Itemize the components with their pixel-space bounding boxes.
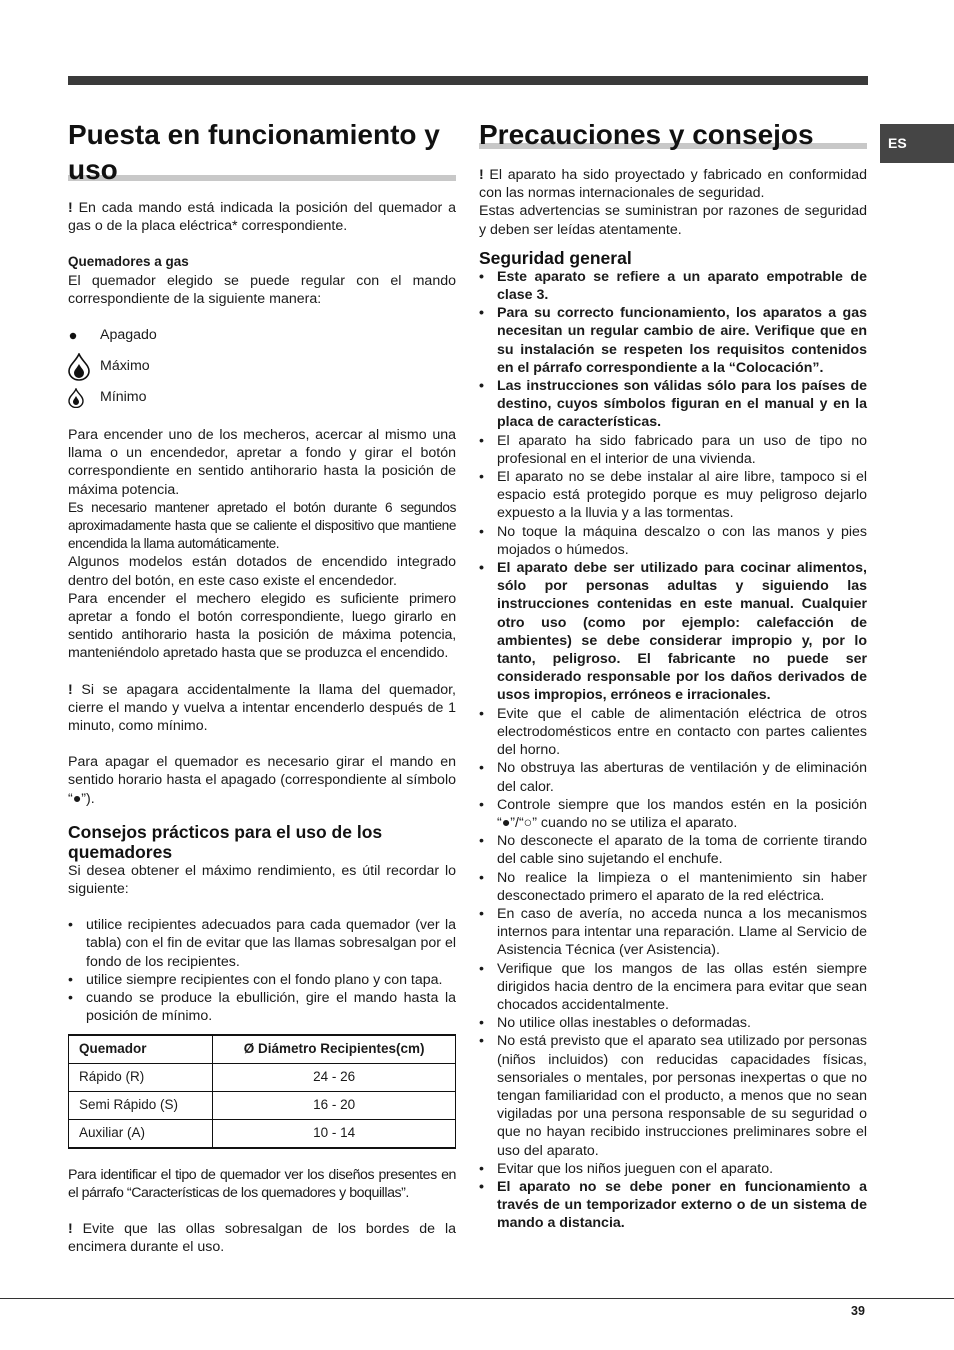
identify-paragraph: Para identificar el tipo de quemador ver los diseños presentes en el párrafo “Características de los quemadores y boquillas”. xyxy=(68,1166,456,1201)
table-row xyxy=(69,1091,456,1119)
list-item: • cuando se produce la ebullición, gire el mando hasta la posición de mínimo. xyxy=(68,990,456,1025)
table-cell: Semi Rápido (S) xyxy=(69,1091,213,1119)
burner-table xyxy=(68,1034,456,1149)
list-item: • El aparato debe ser utilizado para cocinar alimentos, sólo por personas adultas y siguiendo las instrucciones contenidas en este manual. Cualquier otro uso (como por ejemplo: calefacción de ambientes) se debe considerar impropio y, por lo tanto, peligroso. El fabricante no puede ser considerado responsable por los daños derivados de usos impropios, erróneos e irracionales. xyxy=(479,560,867,704)
safety-list xyxy=(479,268,867,1233)
gas-text: El quemador elegido se puede regular con el mando correspondiente de la siguiente manera: xyxy=(68,272,456,307)
top-rule xyxy=(68,76,868,85)
warning-mark: ! xyxy=(68,200,73,216)
intro-paragraph xyxy=(68,199,456,235)
intro-text: En cada mando está indicada la posición del quemador a gas o de la placa eléctrica* correspondiente. xyxy=(68,200,456,235)
language-tab: ES xyxy=(880,124,954,163)
symbol-label: Máximo xyxy=(100,358,150,375)
right-title xyxy=(479,117,867,149)
list-item-text: En caso de avería, no acceda nunca a los mecanismos internos para intentar una reparación. Llame al Servicio de Asistencia Técnica (ver Asistencia). xyxy=(497,905,867,959)
warning-paragraph-2 xyxy=(68,1220,456,1256)
list-item-text: No realice la limpieza o el mantenimiento sin haber desconectado primero el aparato de la red eléctrica. xyxy=(497,869,867,904)
list-item-text: Evitar que los niños jueguen con el aparato. xyxy=(497,1160,774,1177)
list-item: • No obstruya las aberturas de ventilación y de eliminación del calor. xyxy=(479,760,867,795)
tips-heading: Consejos prácticos para el uso de los quemadores xyxy=(68,821,383,862)
symbol-row-off xyxy=(68,320,456,351)
list-item: • Evitar que los niños jueguen con el aparato. xyxy=(479,1160,774,1177)
list-item-text: No toque la máquina descalzo o con las manos y pies mojados o húmedos. xyxy=(497,523,867,558)
list-item-text: Controle siempre que los mandos estén en la posición “●”/“○” cuando no se utiliza el aparato. xyxy=(497,796,867,831)
list-item: • Verifique que los mangos de las ollas estén siempre dirigidos hacia dentro de la encimera para evitar que sean chocados accidentalmente. xyxy=(479,960,867,1013)
warning-mark: ! xyxy=(479,167,484,183)
list-item: • El aparato ha sido fabricado para un uso de tipo no profesional en el interior de una vivienda. xyxy=(479,432,867,467)
tips-list xyxy=(68,916,456,1025)
right-title-text: Precauciones y consejos xyxy=(479,119,814,150)
list-item: • No realice la limpieza o el mantenimiento sin haber desconectado primero el aparato de la red eléctrica. xyxy=(479,869,867,904)
left-title-text: Puesta en funcionamiento y uso xyxy=(68,119,440,185)
list-item-text: No desconecte el aparato de la toma de corriente tirando del cable sino sujetando el enchufe. xyxy=(497,833,867,868)
ignite-p3: Algunos modelos están dotados de encendido integrado dentro del botón, en este caso existe el encendedor. xyxy=(68,554,456,589)
list-item-text: Para su correcto funcionamiento, los aparatos a gas necesitan un regular cambio de aire. Verifique que en su instalación se respeten los requisitos contenidos en el párrafo correspondiente a la “Colocación”. xyxy=(497,305,867,376)
list-item-text: El aparato ha sido fabricado para un uso de tipo no profesional en el interior de una vivienda. xyxy=(497,432,867,467)
list-item: • En caso de avería, no acceda nunca a los mecanismos internos para intentar una reparación. Llame al Servicio de Asistencia Técnica (ver Asistencia). xyxy=(479,905,867,959)
table-header: Ø Diámetro Recipientes(cm) xyxy=(213,1035,456,1064)
symbol-row-max xyxy=(68,351,456,382)
filled-dot-icon xyxy=(68,331,100,341)
list-item-text: Las instrucciones son válidas sólo para los países de destino, cuyos símbolos figuran en el manual y en la placa de características. xyxy=(497,378,867,431)
small-flame-icon xyxy=(68,388,100,408)
ignite-p2: Es necesario mantener apretado el botón durante 6 segundos aproximadamente hasta que se caliente el dispositivo que mantiene encendida la llama automáticamente. xyxy=(68,499,456,552)
symbol-label: Apagado xyxy=(100,327,157,344)
list-item: • No utilice ollas inestables o deformadas. xyxy=(479,1015,751,1032)
list-item: • No desconecte el aparato de la toma de corriente tirando del cable sino sujetando el enchufe. xyxy=(479,833,867,868)
right-intro-2: Estas advertencias se suministran por razones de seguridad y deben ser leídas atentamente. xyxy=(479,203,867,238)
table-row xyxy=(69,1119,456,1148)
list-item-text: El aparato debe ser utilizado para cocinar alimentos, sólo por personas adultas y siguiendo las instrucciones contenidas en este manual. Cualquier otro uso (como por ejemplo: calefacción de ambientes) se debe considerar impropio y, por lo tanto, peligroso. El fabricante no puede ser considerado responsable por los daños derivados de usos impropios, erróneos e irracionales. xyxy=(497,560,867,704)
warning-text-2: Evite que las ollas sobresalgan de los bordes de la encimera durante el uso. xyxy=(68,1220,456,1256)
symbol-row-min xyxy=(68,382,456,413)
table-cell: 24 - 26 xyxy=(213,1063,456,1091)
right-column xyxy=(479,112,867,1233)
list-item: • No está previsto que el aparato sea utilizado por personas (niños incluidos) con reducidas capacidades físicas, sensoriales o mentales, por personas inexpertas o que no tengan familiaridad con el producto, a menos que no sean vigiladas por una persona responsable de su seguridad o que no hayan recibido instrucciones preliminares sobre el uso del aparato. xyxy=(479,1033,867,1159)
page-number: 39 xyxy=(851,1304,865,1318)
list-item: • Las instrucciones son válidas sólo para los países de destino, cuyos símbolos figuran en el manual y en la placa de características. xyxy=(479,378,867,431)
list-item: • Controle siempre que los mandos estén en la posición “●”/“○” cuando no se utiliza el aparato. xyxy=(479,796,867,831)
tips-intro: Si desea obtener el máximo rendimiento, es útil recordar lo siguiente: xyxy=(68,862,456,898)
symbol-label: Mínimo xyxy=(100,389,147,406)
left-title xyxy=(68,117,456,185)
left-column xyxy=(68,112,456,1256)
ignite-p4: Para encender el mechero elegido es suficiente primero apretar a fondo el botón correspondiente, luego girarlo en sentido antihorario hasta la posición de máxima potencia, manteniéndolo apretado hasta que se produzca el encendido. xyxy=(68,590,456,662)
list-item-text: Evite que el cable de alimentación eléctrica de otros electrodomésticos entre en contacto con partes calientes del horno. xyxy=(497,705,867,759)
warning-mark: ! xyxy=(68,1220,73,1237)
list-item: • Evite que el cable de alimentación eléctrica de otros electrodomésticos entre en contacto con partes calientes del horno. xyxy=(479,705,867,759)
list-item: • No toque la máquina descalzo o con las manos y pies mojados o húmedos. xyxy=(479,523,867,558)
table-header-row xyxy=(69,1035,456,1064)
right-intro-1 xyxy=(479,166,867,202)
title-underline xyxy=(68,175,456,181)
list-item: • utilice siempre recipientes con el fondo plano y con tapa. xyxy=(68,971,443,988)
table-cell: Rápido (R) xyxy=(69,1063,213,1091)
list-item-text: utilice siempre recipientes con el fondo plano y con tapa. xyxy=(86,971,443,988)
list-item-text: No obstruya las aberturas de ventilación y de eliminación del calor. xyxy=(497,760,867,795)
table-cell: Auxiliar (A) xyxy=(69,1119,213,1148)
warning-paragraph-1 xyxy=(68,681,456,736)
table-cell: 10 - 14 xyxy=(213,1119,456,1148)
list-item-text: Verifique que los mangos de las ollas estén siempre dirigidos hacia dentro de la encimera para evitar que sean chocados accidentalmente. xyxy=(497,960,867,1013)
warning-mark: ! xyxy=(68,681,73,698)
list-item: • utilice recipientes adecuados para cada quemador (ver la tabla) con el fin de evitar que las llamas sobresalgan por el fondo de los recipientes. xyxy=(68,917,456,970)
list-item: • El aparato no se debe poner en funcionamiento a través de un temporizador externo o de un sistema de mando a distancia. xyxy=(479,1178,867,1232)
table-cell: 16 - 20 xyxy=(213,1091,456,1119)
list-item-text: Este aparato se refiere a un aparato empotrable de clase 3. xyxy=(497,268,867,304)
safety-heading: Seguridad general xyxy=(479,247,632,268)
list-item-text: No está previsto que el aparato sea utilizado por personas (niños incluidos) con reducidas capacidades físicas, sensoriales o mentales, por personas inexpertas o que no tengan familiaridad con el producto, a menos que no sean vigiladas por una persona responsable de su seguridad o que no hayan recibido instrucciones preliminares sobre el uso del aparato. xyxy=(497,1033,867,1159)
ignite-p1: Para encender uno de los mecheros, acercar al mismo una llama o un encendedor, apretar a fondo y girar el botón correspondiente en sentido antihorario hasta la posición de máxima potencia. xyxy=(68,427,456,498)
list-item: • Para su correcto funcionamiento, los aparatos a gas necesitan un regular cambio de aire. Verifique que en su instalación se respeten los requisitos contenidos en el párrafo correspondiente a la “Colocación”. xyxy=(479,305,867,376)
list-item-text: El aparato no se debe poner en funcionamiento a través de un temporizador externo o de un sistema de mando a distancia. xyxy=(497,1178,867,1232)
off-paragraph: Para apagar el quemador es necesario girar el mando en sentido horario hasta el apagado (correspondiente al símbolo “●”). xyxy=(68,754,456,807)
list-item-text: El aparato no se debe instalar al aire libre, tampoco si el espacio está protegido porque es muy peligroso dejarlo expuesto a la lluvia y a las tormentas. xyxy=(497,469,867,522)
large-flame-icon xyxy=(68,353,100,381)
list-item: • Este aparato se refiere a un aparato empotrable de clase 3. xyxy=(479,268,867,304)
list-item-text: cuando se produce la ebullición, gire el mando hasta la posición de mínimo. xyxy=(86,990,456,1025)
warning-text-1: Si se apagara accidentalmente la llama del quemador, cierre el mando y vuelva a intentar encenderlo después de 1 minuto, como mínimo. xyxy=(68,681,456,735)
table-header: Quemador xyxy=(69,1035,213,1064)
bottom-rule xyxy=(0,1298,954,1299)
right-intro-text-1: El aparato ha sido proyectado y fabricado en conformidad con las normas internacionales de seguridad. xyxy=(479,167,867,202)
gas-heading: Quemadores a gas xyxy=(68,254,189,270)
list-item: • El aparato no se debe instalar al aire libre, tampoco si el espacio está protegido porque es muy peligroso dejarlo expuesto a la lluvia y a las tormentas. xyxy=(479,469,867,522)
list-item-text: utilice recipientes adecuados para cada quemador (ver la tabla) con el fin de evitar que las llamas sobresalgan por el fondo de los recipientes. xyxy=(86,917,456,970)
table-row xyxy=(69,1063,456,1091)
list-item-text: No utilice ollas inestables o deformadas. xyxy=(497,1015,751,1032)
